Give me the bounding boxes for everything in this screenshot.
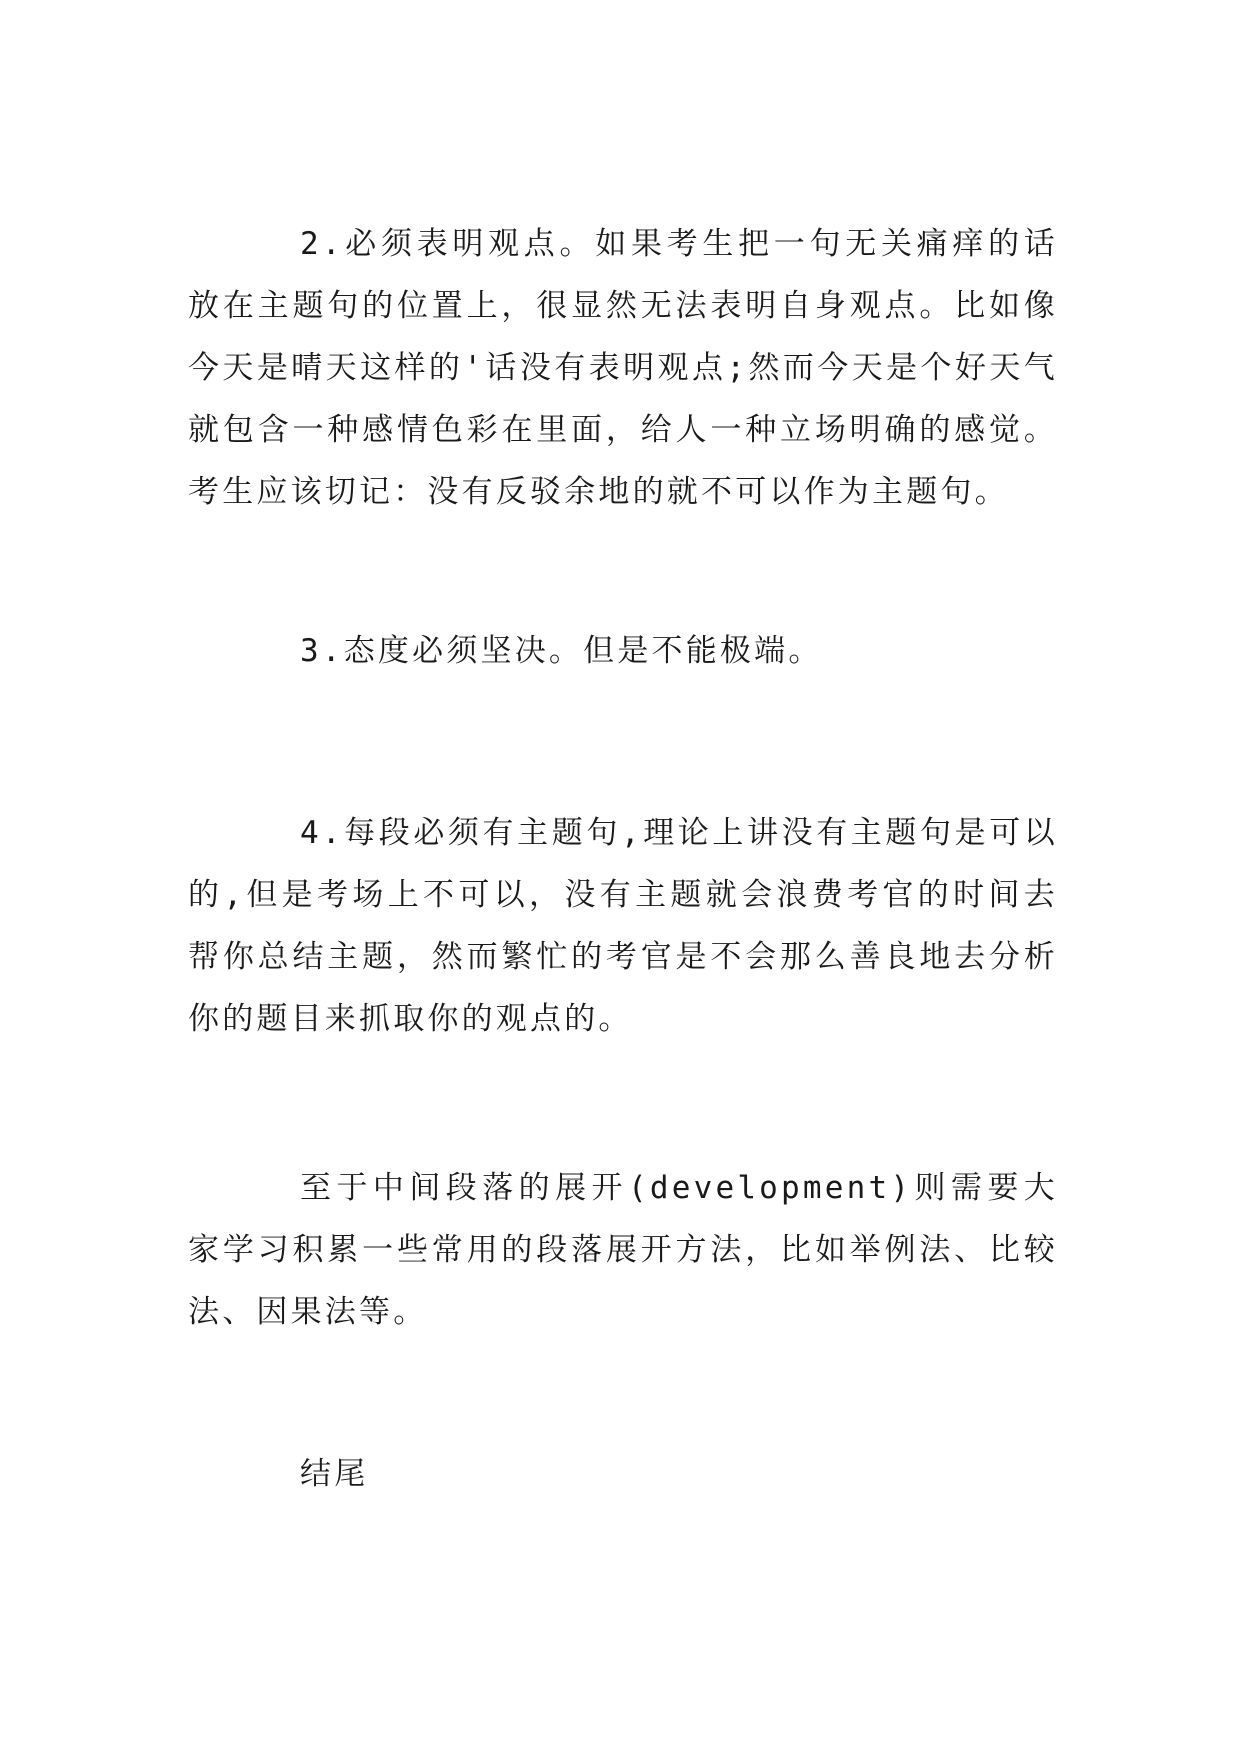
paragraph-development: 至于中间段落的展开(development)则需要大家学习积累一些常用的段落展开方法，比如举例法、比较法、因果法等。 bbox=[188, 1170, 1058, 1330]
paragraph-point-3: 3.态度必须坚决。但是不能极端。 bbox=[300, 633, 823, 669]
paragraph-point-4: 4.每段必须有主题句,理论上讲没有主题句是可以的,但是考场上不可以，没有主题就会浪费考官的时间去帮你总结主题，然而繁忙的考官是不会那么善良地去分析你的题目来抓取你的观点的。 bbox=[188, 815, 1058, 1037]
paragraph-point-2: 2.必须表明观点。如果考生把一句无关痛痒的话放在主题句的位置上，很显然无法表明自身观点。比如像今天是晴天这样的'话没有表明观点;然而今天是个好天气就包含一种感情色彩在里面，给人一种立场明确的感觉。考生应该切记：没有反驳余地的就不可以作为主题句。 bbox=[188, 226, 1058, 510]
section-heading-conclusion: 结尾 bbox=[300, 1456, 369, 1492]
